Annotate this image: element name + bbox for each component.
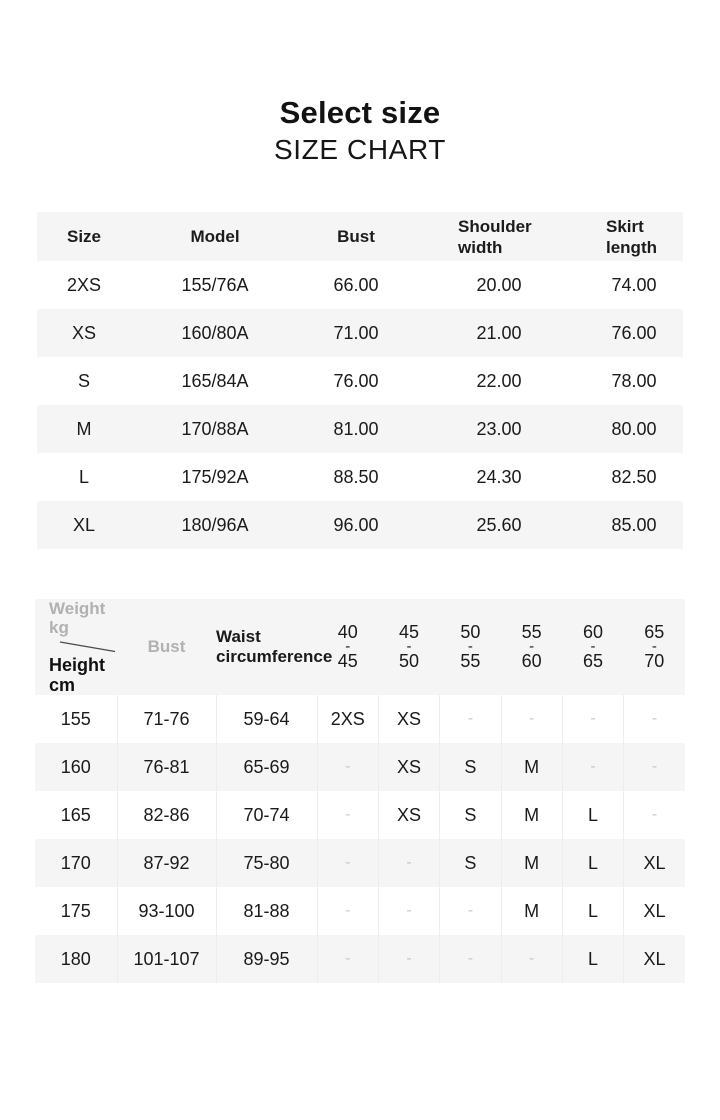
col-header-model: Model (190, 227, 240, 246)
size-cell: 20.00 (476, 274, 522, 295)
fit-table-row (35, 695, 685, 743)
size-assignment-cell: - (317, 935, 378, 983)
size-assignment-cell: - (378, 887, 439, 935)
size-cell: 76.00 (611, 322, 657, 343)
size-cell: 71.00 (333, 322, 379, 343)
size-assignment-cell: S (440, 791, 501, 839)
size-cell: 82.50 (611, 466, 657, 487)
height-cell: 175 (60, 900, 91, 921)
size-assignment-cell: - (440, 935, 501, 983)
weight-to: 45 (337, 651, 358, 671)
col-header-skirt-length: Skirt length (606, 216, 657, 257)
fit-table-row (35, 791, 685, 839)
col-header-shoulder-width: Shoulder width (458, 216, 532, 257)
bust-range-cell: 82-86 (117, 791, 216, 839)
size-assignment-cell: L (562, 839, 623, 887)
col-header-weight-height (35, 599, 117, 695)
weight-to: 55 (460, 651, 481, 671)
weight-from: 65 (644, 622, 665, 642)
waist-range-cell: 65-69 (216, 743, 317, 791)
weight-range-header (378, 599, 439, 695)
weight-range-header (501, 599, 562, 695)
size-cell: 180/96A (181, 514, 249, 535)
size-table-row (37, 261, 683, 309)
size-assignment-cell: - (562, 695, 623, 743)
fit-matrix-table (35, 599, 685, 983)
size-cell: S (77, 370, 90, 391)
col-header-bust: Bust (337, 227, 375, 246)
size-cell: 170/88A (181, 418, 249, 439)
size-assignment-cell: L (562, 935, 623, 983)
size-table-row (37, 309, 683, 357)
height-cm-label: Height cm (49, 655, 105, 695)
size-cell: 66.00 (333, 274, 379, 295)
size-assignment-cell: - (624, 743, 685, 791)
bust-range-cell: 71-76 (117, 695, 216, 743)
size-assignment-cell: XS (378, 743, 439, 791)
size-assignment-cell: M (501, 743, 562, 791)
size-assignment-cell: - (501, 695, 562, 743)
weight-from: 55 (521, 622, 542, 642)
size-cell: 155/76A (181, 274, 249, 295)
size-assignment-cell: - (317, 839, 378, 887)
page-title: Select size (279, 95, 441, 130)
size-assignment-cell: - (378, 935, 439, 983)
size-assignment-cell: XS (378, 695, 439, 743)
bust-range-cell: 101-107 (117, 935, 216, 983)
fit-table-row (35, 743, 685, 791)
size-cell: 74.00 (611, 274, 657, 295)
weight-from: 45 (399, 622, 420, 642)
size-assignment-cell: - (378, 839, 439, 887)
size-cell: 22.00 (476, 370, 522, 391)
size-assignment-cell: M (501, 791, 562, 839)
size-cell: 2XS (66, 274, 102, 295)
size-cell: 85.00 (611, 514, 657, 535)
size-assignment-cell: XS (378, 791, 439, 839)
weight-range-header (624, 599, 685, 695)
size-cell: XS (71, 322, 96, 343)
size-table-header-row (37, 212, 683, 261)
size-cell: XL (72, 514, 96, 535)
range-dash: - (529, 638, 535, 655)
size-chart-table (37, 212, 683, 549)
size-cell: L (78, 466, 89, 487)
bust-range-cell: 76-81 (117, 743, 216, 791)
size-cell: 165/84A (181, 370, 249, 391)
size-assignment-cell: - (317, 743, 378, 791)
size-cell: M (76, 418, 92, 439)
waist-range-cell: 81-88 (216, 887, 317, 935)
size-cell: 96.00 (333, 514, 379, 535)
size-assignment-cell: S (440, 839, 501, 887)
size-cell: 24.30 (476, 466, 522, 487)
weight-to: 50 (399, 651, 420, 671)
waist-range-cell: 59-64 (216, 695, 317, 743)
size-cell: 78.00 (611, 370, 657, 391)
size-assignment-cell: S (440, 743, 501, 791)
size-cell: 25.60 (476, 514, 522, 535)
size-assignment-cell: - (624, 695, 685, 743)
height-cell: 160 (60, 756, 91, 777)
fit-table-row (35, 839, 685, 887)
size-chart-page (0, 95, 720, 983)
size-assignment-cell: XL (624, 887, 685, 935)
height-cell: 180 (60, 948, 91, 969)
size-assignment-cell: - (440, 695, 501, 743)
weight-range-header (562, 599, 623, 695)
size-cell: 23.00 (476, 418, 522, 439)
size-assignment-cell: - (624, 791, 685, 839)
col-header-size: Size (66, 227, 102, 246)
weight-from: 60 (582, 622, 603, 642)
fit-table-header-row (35, 599, 685, 695)
corner-diagonal-line-icon (59, 640, 117, 653)
size-table-row (37, 357, 683, 405)
fit-table-body (35, 695, 685, 983)
waist-range-cell: 70-74 (216, 791, 317, 839)
size-assignment-cell: L (562, 791, 623, 839)
size-assignment-cell: - (317, 887, 378, 935)
range-dash: - (467, 638, 473, 655)
weight-from: 40 (337, 622, 358, 642)
size-assignment-cell: M (501, 887, 562, 935)
weight-to: 60 (521, 651, 542, 671)
weight-from: 50 (460, 622, 481, 642)
size-assignment-cell: M (501, 839, 562, 887)
bust-range-cell: 93-100 (117, 887, 216, 935)
size-assignment-cell: - (562, 743, 623, 791)
size-assignment-cell: XL (624, 935, 685, 983)
bust-range-cell: 87-92 (117, 839, 216, 887)
col-header-waist-circumference: Waist circumference (216, 627, 333, 666)
range-dash: - (590, 638, 596, 655)
height-cell: 165 (60, 804, 91, 825)
col-header-bust-range: Bust (147, 637, 186, 656)
range-dash: - (406, 638, 412, 655)
size-assignment-cell: - (501, 935, 562, 983)
range-dash: - (651, 638, 657, 655)
weight-range-header (440, 599, 501, 695)
size-cell: 160/80A (181, 322, 249, 343)
fit-table-row (35, 935, 685, 983)
size-assignment-cell: - (317, 791, 378, 839)
size-table-body (37, 261, 683, 549)
size-assignment-cell: L (562, 887, 623, 935)
size-assignment-cell: 2XS (317, 695, 378, 743)
size-assignment-cell: XL (624, 839, 685, 887)
height-cell: 155 (60, 708, 91, 729)
weight-to: 65 (582, 651, 603, 671)
waist-range-cell: 89-95 (216, 935, 317, 983)
size-table-row (37, 501, 683, 549)
size-cell: 81.00 (333, 418, 379, 439)
size-cell: 80.00 (611, 418, 657, 439)
weight-kg-label: Weight kg (49, 599, 106, 637)
size-table-row (37, 453, 683, 501)
page-subtitle: SIZE CHART (274, 134, 446, 165)
size-cell: 175/92A (181, 466, 249, 487)
size-cell: 21.00 (476, 322, 522, 343)
size-assignment-cell: - (440, 887, 501, 935)
size-cell: 76.00 (333, 370, 379, 391)
range-dash: - (345, 638, 351, 655)
height-cell: 170 (60, 852, 91, 873)
size-table-row (37, 405, 683, 453)
waist-range-cell: 75-80 (216, 839, 317, 887)
fit-table-row (35, 887, 685, 935)
size-cell: 88.50 (333, 466, 379, 487)
weight-to: 70 (644, 651, 665, 671)
